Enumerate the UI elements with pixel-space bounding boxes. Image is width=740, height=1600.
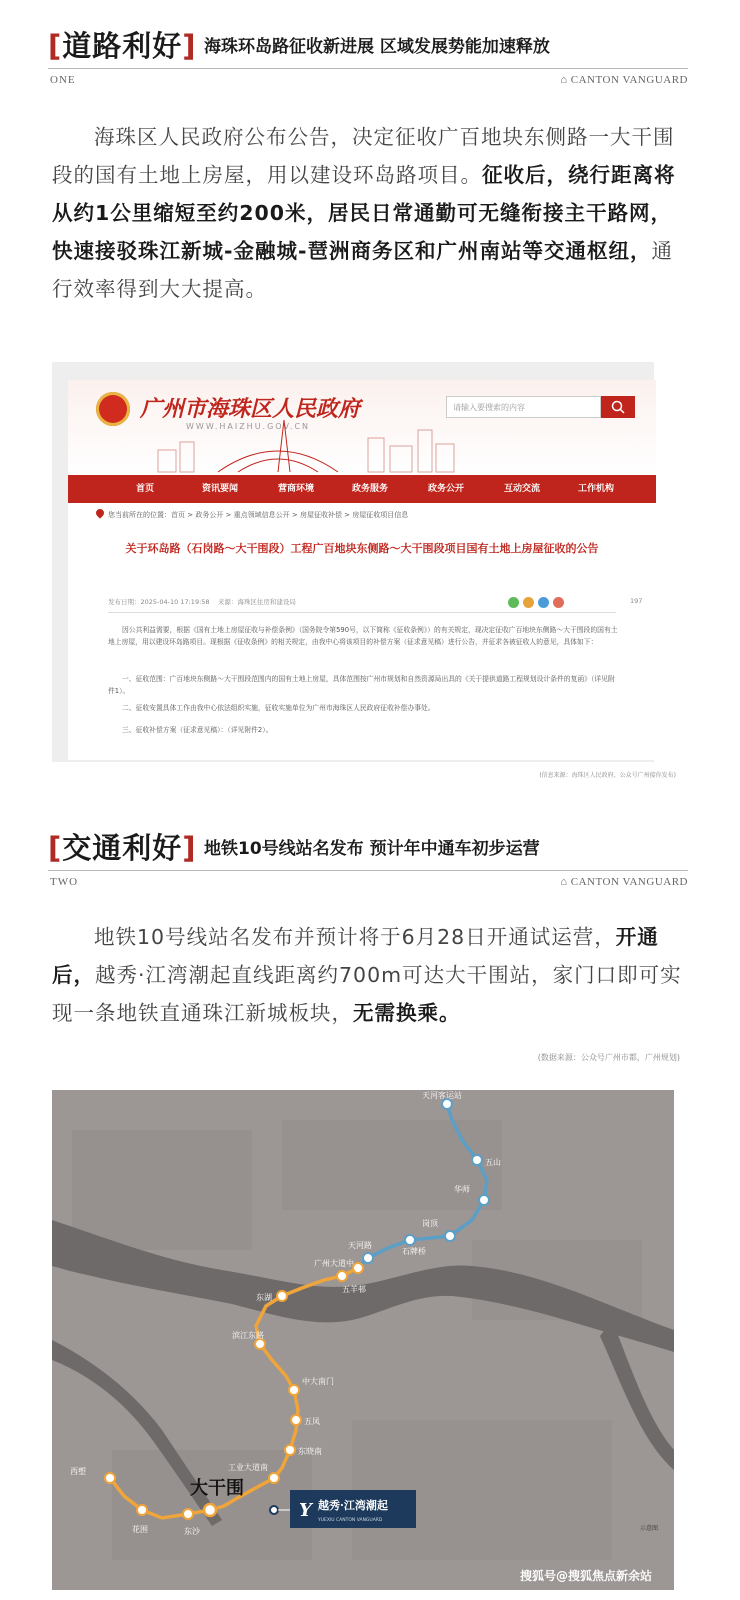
gov-search-button[interactable] xyxy=(601,396,635,418)
station-marker[interactable] xyxy=(353,1263,363,1273)
location-pin-icon xyxy=(94,507,105,518)
search-icon xyxy=(611,400,625,414)
gov-site-name: 广州市海珠区人民政府 xyxy=(140,396,361,422)
gov-header xyxy=(68,380,656,475)
article-paragraph: 一、征收范围：广百地块东侧路～大干围段范围内的国有土地上房屋，具体范围按广州市规划和自然资源局出具的《关于提供道路工程规划设计条件的复函》（详见附件1）。 xyxy=(108,675,615,695)
project-location-marker[interactable] xyxy=(270,1506,278,1514)
station-label: 东晓南 xyxy=(298,1447,322,1456)
project-brand-en: YUEXIU CANTON VANGUARD xyxy=(318,1518,383,1523)
station-label: 西塱 xyxy=(70,1467,86,1476)
gov-nav-item[interactable]: 政务公开 xyxy=(428,484,465,494)
station-label: 五羊邨 xyxy=(342,1285,366,1294)
station-label: 工业大道南 xyxy=(228,1463,268,1472)
section-two-paragraph: 地铁10号线站名发布并预计将于6月28日开通试运营，开通后，越秀·江湾潮起直线距离约700m可达大干围站，家门口即可实现一条地铁直通珠江新城板块，无需换乘。 xyxy=(52,925,682,1025)
station-marker[interactable] xyxy=(405,1235,415,1245)
station-marker[interactable] xyxy=(269,1473,279,1483)
station-label: 石牌桥 xyxy=(402,1247,426,1256)
station-marker[interactable] xyxy=(277,1291,287,1301)
article-paragraph: 因公共利益需要，根据《国有土地上房屋征收与补偿条例》（国务院令第590号，以下简称《征收条例》）的有关规定，现决定征收广百地块东侧路～大干围段的国有土地上房屋，用以建设环岛路项目。现根据《征收条例》的相关规定，由我中心将该项目的补偿方案（征求意见稿）进行公告，并征求各被征收人的意见，具体如下： xyxy=(108,626,618,646)
station-label: 东沙 xyxy=(184,1527,200,1536)
gov-nav-item[interactable]: 资讯要闻 xyxy=(202,484,239,494)
divider xyxy=(48,870,688,871)
gov-nav-item[interactable]: 首页 xyxy=(136,484,155,494)
gov-site-url: WWW.HAIZHU.GOV.CN xyxy=(186,422,311,431)
station-marker-highlight[interactable] xyxy=(204,1504,216,1516)
brand-mark: ⌂ CANTON VANGUARD xyxy=(560,876,688,888)
breadcrumb: 您当前所在的位置：首页 > 政务公开 > 重点领域信息公开 > 房屋征收补偿 > 房屋征收项目信息 xyxy=(108,511,409,519)
gov-nav-item[interactable]: 互动交流 xyxy=(504,484,541,494)
section-title: 海珠环岛路征收新进展 区域发展势能加速释放 xyxy=(204,37,550,57)
station-marker[interactable] xyxy=(285,1445,295,1455)
view-count: 197 xyxy=(630,597,643,605)
gov-nav-item[interactable]: 政务服务 xyxy=(352,484,389,494)
station-marker[interactable] xyxy=(445,1231,455,1241)
station-label: 岗顶 xyxy=(422,1219,438,1228)
source-note: (数据来源：公众号广州市都，广州规划) xyxy=(537,1053,680,1062)
article-paragraph: 三、征收补偿方案（征求意见稿）：（详见附件2）。 xyxy=(122,726,273,734)
station-marker[interactable] xyxy=(183,1509,193,1519)
gov-search-input[interactable]: 请输入要搜索的内容 xyxy=(446,396,601,418)
national-emblem-icon xyxy=(96,392,130,426)
divider xyxy=(108,612,616,613)
station-label: 五山 xyxy=(485,1158,501,1167)
station-label: 华师 xyxy=(454,1185,470,1194)
brand-mark: ⌂ CANTON VANGUARD xyxy=(560,74,688,86)
gov-nav-bar xyxy=(68,475,656,503)
source-note: (信息来源：海珠区人民政府、公众号广州接你发布) xyxy=(539,772,676,779)
qq-share-icon[interactable] xyxy=(538,597,549,608)
gov-notice-screenshot xyxy=(52,362,654,762)
section-number: TWO xyxy=(50,876,79,888)
highlight-station-label: 大干围 xyxy=(190,1478,244,1499)
article-title: 关于环岛路（石岗路～大干围段）工程广百地块东侧路～大干围段项目国有土地上房屋征收的公告 xyxy=(125,542,599,555)
station-marker[interactable] xyxy=(137,1505,147,1515)
section-title: 地铁10号线站名发布 预计年中通车初步运营 xyxy=(204,839,540,859)
station-marker[interactable] xyxy=(291,1415,301,1425)
gov-nav-item[interactable]: 营商环境 xyxy=(278,484,315,494)
gov-nav-item[interactable]: 工作机构 xyxy=(578,484,615,494)
station-marker[interactable] xyxy=(255,1339,265,1349)
watermark: 搜狐号@搜狐焦点新余站 xyxy=(520,1569,653,1583)
share-icon[interactable] xyxy=(553,597,564,608)
section-number: ONE xyxy=(50,74,76,86)
article-meta: 发布日期：2025-04-10 17:19:58 来源：海珠区住房和建设局 xyxy=(108,598,296,606)
brand-logo-icon: Y xyxy=(299,1500,312,1521)
station-label: 中大南门 xyxy=(302,1377,334,1386)
station-label: 天河路 xyxy=(348,1241,372,1250)
station-marker[interactable] xyxy=(105,1473,115,1483)
station-label: 五凤 xyxy=(304,1417,320,1426)
article-paragraph: 二、征收安置具体工作由我中心依法组织实施，征收实施单位为广州市海珠区人民政府征收补偿办事处。 xyxy=(122,704,435,712)
map-footnote: 示意图 xyxy=(640,1525,659,1532)
project-brand-name: 越秀·江湾潮起 xyxy=(318,1499,388,1512)
station-label: 广州大道中 xyxy=(314,1259,354,1268)
section-one-paragraph: 海珠区人民政府公布公告，决定征收广百地块东侧路一大干围段的国有土地上房屋，用以建设环岛路项目。征收后，绕行距离将从约1公里缩短至约200米，居民日常通勤可无缝衔接主干路网，快速接驳珠江新城-金融城-琶洲商务区和广州南站等交通枢纽，通行效率得到大大提高。 xyxy=(52,125,676,301)
station-label: 东湖 xyxy=(256,1293,272,1302)
metro-line-map xyxy=(52,1090,674,1590)
station-marker[interactable] xyxy=(472,1155,482,1165)
station-marker[interactable] xyxy=(337,1271,347,1281)
share-icons xyxy=(508,592,568,611)
weibo-share-icon[interactable] xyxy=(523,597,534,608)
skyline-illustration xyxy=(128,410,458,475)
station-marker[interactable] xyxy=(442,1099,452,1109)
station-label: 天河客运站 xyxy=(422,1091,462,1100)
section-tag: [交通利好] xyxy=(48,831,197,865)
station-marker[interactable] xyxy=(363,1253,373,1263)
divider xyxy=(48,68,688,69)
wechat-share-icon[interactable] xyxy=(508,597,519,608)
station-label: 花围 xyxy=(132,1525,148,1534)
station-marker[interactable] xyxy=(289,1385,299,1395)
station-marker[interactable] xyxy=(479,1195,489,1205)
section-tag: [道路利好] xyxy=(48,29,197,63)
station-label: 滨江东路 xyxy=(232,1331,264,1340)
gov-webpage xyxy=(68,380,656,760)
